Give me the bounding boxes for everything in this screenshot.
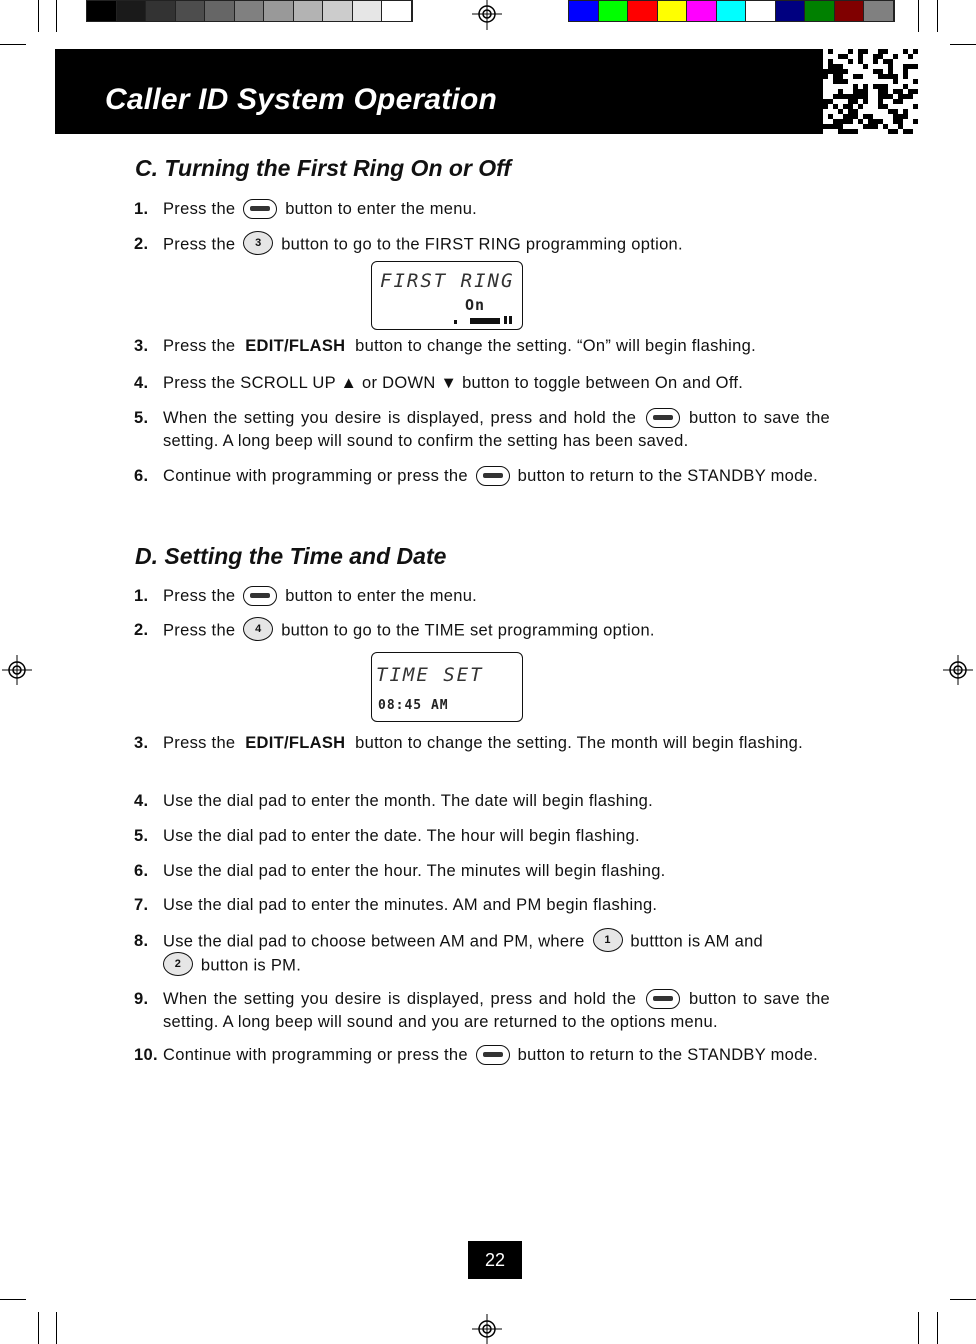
step-text: or DOWN xyxy=(362,374,436,392)
menu-button-icon xyxy=(243,199,277,219)
step-number: 3. xyxy=(134,337,149,355)
step-text: button to save the setting. A long beep will sound to confirm the setting has been saved. xyxy=(163,409,831,450)
calibration-swatch xyxy=(146,1,176,21)
step-d4 xyxy=(134,790,830,813)
registration-mark-icon xyxy=(943,655,973,685)
step-number: 9. xyxy=(134,990,149,1008)
crop-mark xyxy=(38,0,39,32)
step-text: button to go to the TIME set programming option. xyxy=(281,621,655,640)
step-c1 xyxy=(134,198,830,221)
calibration-swatch xyxy=(835,1,865,21)
calibration-swatch xyxy=(264,1,294,21)
calibration-swatch xyxy=(687,1,717,21)
step-number: 1. xyxy=(134,587,149,605)
crop-mark xyxy=(918,0,919,32)
lcd-line-2: On xyxy=(465,296,486,314)
color-calibration-bar xyxy=(568,0,895,22)
qr-code-icon xyxy=(823,49,918,134)
menu-button-icon xyxy=(646,989,680,1009)
step-text: button to return to the STANDBY mode. xyxy=(517,1046,818,1064)
step-d10 xyxy=(134,1044,830,1067)
lcd-indicator-icon xyxy=(454,314,514,326)
step-text: button to return to the STANDBY mode. xyxy=(517,467,818,485)
step-text: button to save the setting. A long beep will sound and you are returned to the options menu. xyxy=(163,990,831,1031)
step-c3 xyxy=(134,335,830,358)
calibration-swatch xyxy=(569,1,599,21)
step-text: button is PM. xyxy=(200,956,302,975)
crop-mark xyxy=(937,0,938,32)
crop-mark xyxy=(950,44,976,45)
step-number: 3. xyxy=(134,734,149,752)
step-text: Use the dial pad to choose between AM and PM, where xyxy=(163,932,585,951)
calibration-swatch xyxy=(776,1,806,21)
step-text: Press the xyxy=(163,200,236,218)
key-1-icon: 1 xyxy=(593,928,623,952)
calibration-swatch xyxy=(599,1,629,21)
step-text: button to go to the FIRST RING programming option. xyxy=(281,235,683,254)
step-number: 1. xyxy=(134,200,149,218)
registration-mark-icon xyxy=(2,655,32,685)
lcd-line-2: 08:45 AM xyxy=(378,698,449,713)
step-number: 2. xyxy=(134,235,149,253)
scroll-down-icon: ▼ xyxy=(440,374,458,392)
crop-mark xyxy=(937,1312,938,1344)
step-text: When the setting you desire is displayed, press and hold the xyxy=(163,990,637,1008)
step-number: 10. xyxy=(134,1046,158,1064)
calibration-swatch xyxy=(658,1,688,21)
crop-mark xyxy=(0,44,26,45)
step-number: 7. xyxy=(134,896,149,914)
step-text: Press the xyxy=(163,337,236,355)
step-d9 xyxy=(134,988,830,1034)
key-2-icon: 2 xyxy=(163,952,193,976)
step-number: 2. xyxy=(134,621,149,639)
calibration-swatch xyxy=(746,1,776,21)
step-text: Continue with programming or press the xyxy=(163,467,468,485)
step-text: Press the xyxy=(163,587,236,605)
menu-button-icon xyxy=(476,466,510,486)
step-text: button to enter the menu. xyxy=(285,200,478,218)
calibration-swatch xyxy=(87,1,117,21)
calibration-swatch xyxy=(117,1,147,21)
calibration-swatch xyxy=(805,1,835,21)
step-number: 8. xyxy=(134,932,149,950)
registration-mark-icon xyxy=(472,1314,502,1344)
step-text: button to toggle between On and Off. xyxy=(462,374,744,392)
page-title: Caller ID System Operation xyxy=(105,83,497,116)
calibration-swatch xyxy=(294,1,324,21)
crop-mark xyxy=(56,0,57,32)
crop-mark xyxy=(918,1312,919,1344)
step-text: Use the dial pad to enter the date. The hour will begin flashing. xyxy=(163,827,640,845)
step-c2 xyxy=(134,233,830,257)
lcd-display-time-set xyxy=(371,652,523,722)
menu-button-icon xyxy=(243,586,277,606)
step-c5 xyxy=(134,407,830,453)
calibration-swatch xyxy=(323,1,353,21)
step-text: Use the dial pad to enter the month. The date will begin flashing. xyxy=(163,792,654,810)
crop-mark xyxy=(38,1312,39,1344)
step-d7 xyxy=(134,894,830,917)
calibration-swatch xyxy=(382,1,412,21)
calibration-swatch xyxy=(235,1,265,21)
step-text: Use the dial pad to enter the minutes. AM and PM begin flashing. xyxy=(163,896,658,914)
step-c6 xyxy=(134,465,830,488)
edit-flash-label: EDIT/FLASH xyxy=(245,734,346,752)
calibration-swatch xyxy=(205,1,235,21)
step-d6 xyxy=(134,860,830,883)
step-d5 xyxy=(134,825,830,848)
step-number: 6. xyxy=(134,467,149,485)
key-3-icon: 3 xyxy=(243,231,273,255)
step-text: Continue with programming or press the xyxy=(163,1046,468,1064)
menu-button-icon xyxy=(476,1045,510,1065)
step-number: 5. xyxy=(134,409,149,427)
step-number: 4. xyxy=(134,792,149,810)
step-text: When the setting you desire is displayed, press and hold the xyxy=(163,409,637,427)
lcd-line-1: FIRST RING xyxy=(380,270,515,292)
section-d-heading: D. Setting the Time and Date xyxy=(135,543,447,569)
gray-calibration-bar xyxy=(86,0,413,22)
edit-flash-label: EDIT/FLASH xyxy=(245,337,346,355)
scroll-up-icon: ▲ xyxy=(340,374,358,392)
step-number: 5. xyxy=(134,827,149,845)
page-number: 22 xyxy=(468,1241,522,1279)
key-4-icon: 4 xyxy=(243,617,273,641)
step-d8 xyxy=(134,930,830,978)
calibration-swatch xyxy=(717,1,747,21)
step-text: button to change the setting. The month will begin flashing. xyxy=(355,734,804,752)
menu-button-icon xyxy=(646,408,680,428)
step-number: 4. xyxy=(134,374,149,392)
calibration-swatch xyxy=(864,1,894,21)
calibration-swatch xyxy=(353,1,383,21)
calibration-swatch xyxy=(628,1,658,21)
step-text: buttton is AM and xyxy=(630,932,764,951)
step-text: Press the xyxy=(163,235,236,254)
crop-mark xyxy=(56,1312,57,1344)
step-text: Press the xyxy=(163,734,236,752)
crop-mark xyxy=(0,1299,26,1300)
lcd-line-1: TIME SET xyxy=(376,664,484,686)
step-text: button to change the setting. “On” will begin flashing. xyxy=(355,337,756,355)
section-c-heading: C. Turning the First Ring On or Off xyxy=(135,155,512,181)
header-banner xyxy=(55,49,918,134)
step-d3 xyxy=(134,732,830,755)
step-text: button to enter the menu. xyxy=(285,587,478,605)
step-c4 xyxy=(134,372,830,395)
lcd-display-first-ring xyxy=(371,261,523,330)
step-d1 xyxy=(134,585,830,608)
calibration-swatch xyxy=(176,1,206,21)
step-number: 6. xyxy=(134,862,149,880)
step-text: Press the SCROLL UP xyxy=(163,374,336,392)
registration-mark-icon xyxy=(472,0,502,30)
crop-mark xyxy=(950,1299,976,1300)
step-d2 xyxy=(134,619,830,643)
step-text: Use the dial pad to enter the hour. The minutes will begin flashing. xyxy=(163,862,666,880)
step-text: Press the xyxy=(163,621,236,640)
